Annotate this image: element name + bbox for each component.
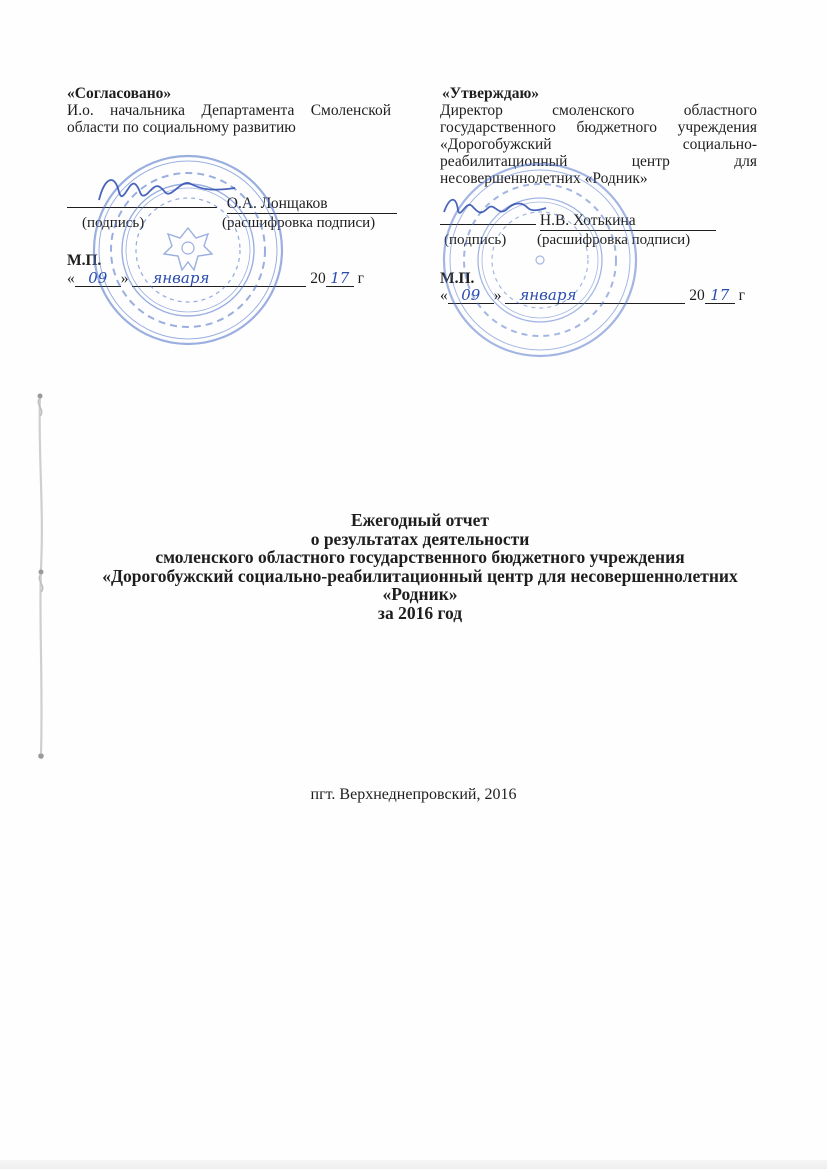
approval-block-agreed [67, 85, 391, 136]
seal-place-label: М.П. [440, 270, 475, 287]
date-month: января [132, 271, 306, 287]
approval-block-approved [440, 85, 757, 187]
approval-position-line: области по социальному развитию [67, 119, 296, 136]
signature-blank [440, 210, 536, 225]
approval-position-line: Директор смоленского областного [440, 102, 757, 119]
approval-position-line: И.о. начальника Департамента Смоленской [67, 102, 391, 119]
approval-heading: «Утверждаю» [442, 85, 540, 102]
title-line: «Родник» [382, 584, 458, 605]
page-bottom-edge [0, 1160, 827, 1169]
signatory-name: О.А. Лонщаков [226, 195, 328, 212]
report-title [40, 511, 800, 623]
approval-position-line: государственного бюджетного учреждения [440, 119, 757, 136]
quote-close: » [493, 287, 502, 304]
approval-position-line: реабилитационный центр для [440, 153, 757, 170]
title-line: Ежегодный отчет [350, 510, 490, 530]
date-year-prefix: 20 [310, 270, 326, 287]
date-year-unit: г [357, 270, 364, 287]
signature-line [440, 210, 716, 231]
title-line: «Дорогобужский социально-реабилитационный центр для несовершеннолетних [102, 565, 738, 586]
caption-signature: (подпись) [444, 232, 507, 248]
approval-position-line: «Дорогобужский социально- [440, 136, 757, 153]
title-line: о результатах деятельности [310, 528, 530, 549]
quote-open: « [67, 270, 75, 287]
caption-signature: (подпись) [82, 215, 145, 231]
official-stamp-institution [440, 160, 640, 360]
place-and-year: пгт. Верхнеднепровский, 2016 [310, 786, 517, 803]
approval-position-line: несовершеннолетних «Родник» [440, 170, 648, 187]
seal-place-label: М.П. [67, 252, 102, 269]
signature-line [67, 193, 391, 214]
date-year-prefix: 20 [689, 287, 705, 304]
caption-decoding: (расшифровка подписи) [537, 232, 691, 248]
signatory-name: Н.В. Хотькина [539, 212, 636, 229]
date-day: 09 [75, 271, 121, 287]
date-year-suffix: 17 [326, 271, 354, 287]
date-month: января [505, 288, 685, 304]
date-day: 09 [448, 288, 494, 304]
quote-open: « [440, 287, 448, 304]
signature-blank [67, 193, 217, 208]
quote-close: » [120, 270, 129, 287]
title-line: за 2016 год [377, 602, 463, 623]
title-line: смоленского областного государственного бюджетного учреждения [155, 547, 685, 568]
date-year-suffix: 17 [705, 288, 735, 304]
approval-heading: «Согласовано» [67, 85, 172, 102]
date-year-unit: г [738, 287, 745, 304]
caption-decoding: (расшифровка подписи) [222, 215, 376, 231]
approval-date [440, 287, 745, 305]
approval-date [67, 270, 364, 288]
official-stamp-department [88, 150, 288, 350]
